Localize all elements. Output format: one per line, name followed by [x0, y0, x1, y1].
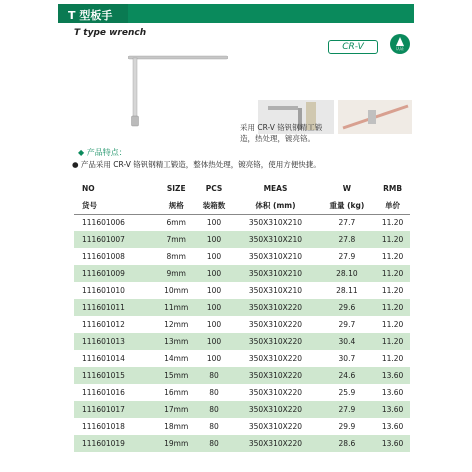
table-cell: 111601019	[74, 435, 157, 452]
table-cell: 16mm	[157, 384, 196, 401]
table-cell: 11.20	[375, 231, 410, 248]
table-cell: 17mm	[157, 401, 196, 418]
table-row	[74, 282, 410, 299]
table-cell: 111601007	[74, 231, 157, 248]
column-header: 单价	[385, 200, 401, 210]
table-cell: 111601011	[74, 299, 157, 316]
table-cell: 111601013	[74, 333, 157, 350]
spec-table	[74, 180, 410, 452]
table-row	[74, 418, 410, 435]
column-header: 重量 (kg)	[329, 200, 365, 210]
table-cell: 350X310X220	[232, 333, 318, 350]
table-cell: 11.20	[375, 282, 410, 299]
table-row	[74, 231, 410, 248]
table-row	[74, 435, 410, 452]
table-cell: 28.6	[319, 435, 375, 452]
table-cell: 350X310X220	[232, 384, 318, 401]
table-cell: 350X310X220	[232, 367, 318, 384]
table-cell: 27.9	[319, 401, 375, 418]
table-cell: 27.7	[319, 214, 375, 231]
table-cell: 350X310X220	[232, 418, 318, 435]
table-cell: 11.20	[375, 248, 410, 265]
table-cell: 350X310X220	[232, 350, 318, 367]
table-cell: 11.20	[375, 265, 410, 282]
table-cell: 350X310X210	[232, 265, 318, 282]
table-cell: 111601018	[74, 418, 157, 435]
table-cell: 350X310X220	[232, 401, 318, 418]
table-cell: 80	[196, 401, 232, 418]
table-cell: 27.9	[319, 248, 375, 265]
table-cell: 111601008	[74, 248, 157, 265]
table-row	[74, 316, 410, 333]
table-cell: 10mm	[157, 282, 196, 299]
table-cell: 80	[196, 435, 232, 452]
column-header: W	[342, 184, 352, 193]
table-cell: 111601016	[74, 384, 157, 401]
description-line: 采用 CR-V 铬钒钢精工锻	[240, 123, 323, 132]
column-header: PCS	[205, 184, 223, 193]
table-cell: 30.7	[319, 350, 375, 367]
table-cell: 11.20	[375, 214, 410, 231]
table-header-cn	[74, 197, 410, 214]
t-wrench-image	[128, 50, 228, 130]
column-header: 规格	[168, 200, 184, 210]
table-cell: 350X310X210	[232, 282, 318, 299]
table-row	[74, 401, 410, 418]
table-cell: 27.8	[319, 231, 375, 248]
table-header-en	[74, 180, 410, 197]
table-cell: 350X310X220	[232, 435, 318, 452]
column-header: MEAS	[263, 184, 288, 193]
table-cell: 13.60	[375, 401, 410, 418]
table-cell: 111601014	[74, 350, 157, 367]
table-cell: 29.7	[319, 316, 375, 333]
table-row	[74, 350, 410, 367]
features-text: ● 产品采用 CR-V 铬钒钢精工锻造，整体热处理，镀亮铬，使用方便快捷。	[72, 160, 321, 169]
description-line: 造，热处理，镀亮铬。	[240, 134, 315, 143]
logo-caption: 认证	[396, 46, 404, 51]
certification-logo-icon	[390, 34, 410, 54]
table-cell: 350X310X210	[232, 214, 318, 231]
table-body	[74, 214, 410, 452]
table-cell: 9mm	[157, 265, 196, 282]
table-cell: 11.20	[375, 333, 410, 350]
table-cell: 100	[196, 299, 232, 316]
table-cell: 29.9	[319, 418, 375, 435]
table-cell: 30.4	[319, 333, 375, 350]
crv-badge-label: CR-V	[342, 42, 364, 52]
table-cell: 13.60	[375, 435, 410, 452]
table-row	[74, 333, 410, 350]
column-header: 装箱数	[202, 200, 226, 210]
table-cell: 100	[196, 316, 232, 333]
table-cell: 28.10	[319, 265, 375, 282]
table-cell: 19mm	[157, 435, 196, 452]
table-cell: 100	[196, 350, 232, 367]
column-header: SIZE	[166, 184, 186, 193]
catalog-page	[58, 4, 414, 468]
table-cell: 13.60	[375, 367, 410, 384]
table-cell: 111601009	[74, 265, 157, 282]
table-cell: 6mm	[157, 214, 196, 231]
table-cell: 350X310X220	[232, 299, 318, 316]
table-row	[74, 248, 410, 265]
table-cell: 100	[196, 248, 232, 265]
table-row	[74, 214, 410, 231]
table-cell: 13.60	[375, 418, 410, 435]
table-cell: 15mm	[157, 367, 196, 384]
table-cell: 13mm	[157, 333, 196, 350]
crv-badge	[328, 40, 378, 54]
table-cell: 11.20	[375, 350, 410, 367]
column-header: NO	[82, 184, 95, 193]
column-header: RMB	[383, 184, 403, 193]
column-header: 体积 (mm)	[255, 200, 296, 210]
table-cell: 13.60	[375, 384, 410, 401]
table-cell: 100	[196, 231, 232, 248]
header-tab	[58, 4, 128, 23]
table-cell: 80	[196, 367, 232, 384]
table-row	[74, 367, 410, 384]
table-cell: 14mm	[157, 350, 196, 367]
product-description	[240, 122, 410, 144]
table-cell: 111601006	[74, 214, 157, 231]
table-cell: 350X310X210	[232, 231, 318, 248]
table-cell: 18mm	[157, 418, 196, 435]
table-cell: 12mm	[157, 316, 196, 333]
table-row	[74, 299, 410, 316]
table-cell: 111601015	[74, 367, 157, 384]
table-cell: 111601012	[74, 316, 157, 333]
table-cell: 11mm	[157, 299, 196, 316]
table-cell: 28.11	[319, 282, 375, 299]
table-cell: 11.20	[375, 299, 410, 316]
table-cell: 80	[196, 384, 232, 401]
table-cell: 11.20	[375, 316, 410, 333]
table-cell: 100	[196, 282, 232, 299]
table-cell: 111601010	[74, 282, 157, 299]
column-header: 货号	[82, 200, 97, 210]
table-cell: 100	[196, 265, 232, 282]
table-cell: 29.6	[319, 299, 375, 316]
table-cell: 350X310X210	[232, 248, 318, 265]
table-cell: 111601017	[74, 401, 157, 418]
table-cell: 24.6	[319, 367, 375, 384]
table-cell: 350X310X220	[232, 316, 318, 333]
page-title: T 型板手	[68, 9, 113, 22]
features-title: ◆ 产品特点：	[78, 148, 127, 157]
table-cell: 7mm	[157, 231, 196, 248]
table-cell: 100	[196, 214, 232, 231]
table-cell: 25.9	[319, 384, 375, 401]
table-cell: 8mm	[157, 248, 196, 265]
table-row	[74, 384, 410, 401]
product-subtitle: T type wrench	[74, 28, 147, 38]
table-cell: 100	[196, 333, 232, 350]
table-cell: 80	[196, 418, 232, 435]
table-row	[74, 265, 410, 282]
